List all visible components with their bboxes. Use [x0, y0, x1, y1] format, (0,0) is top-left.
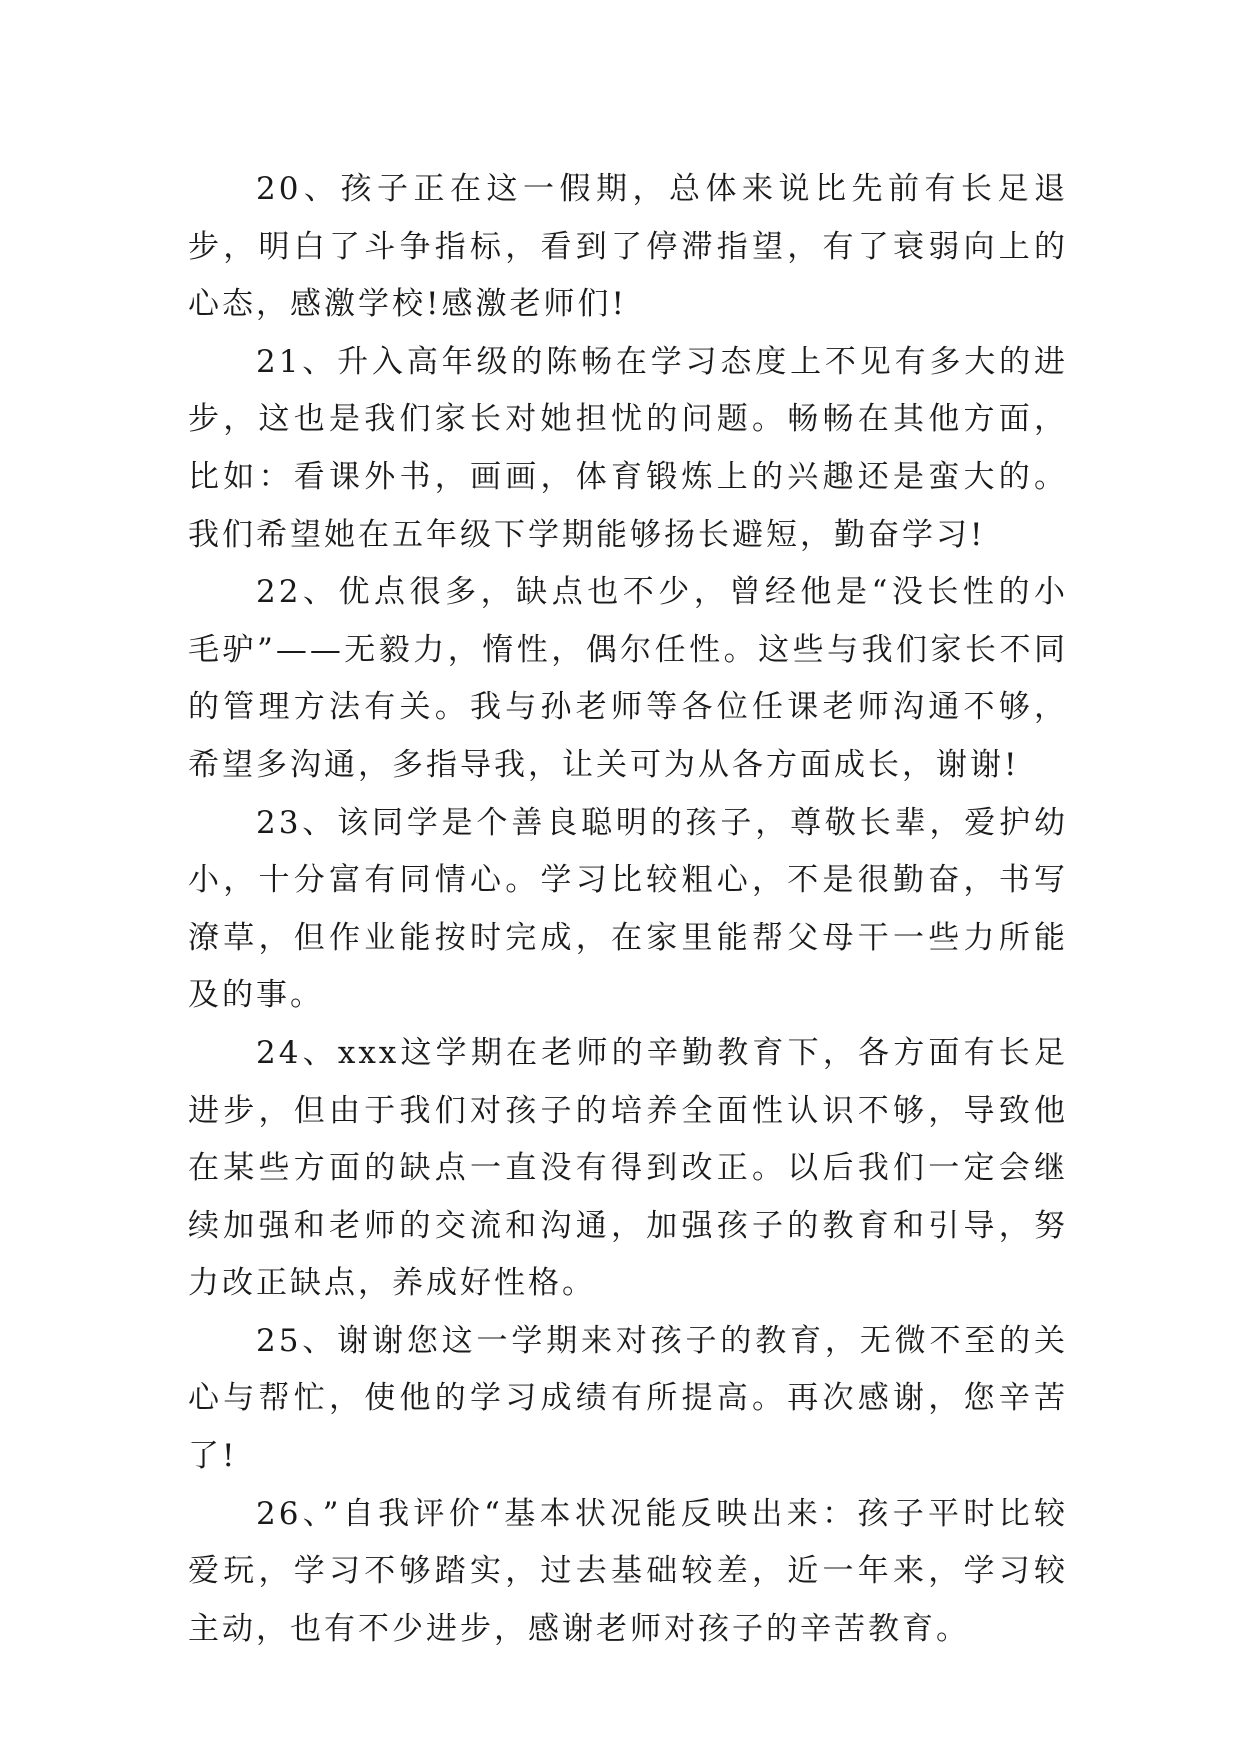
paragraph-20: 20、孩子正在这一假期，总体来说比先前有长足退步，明白了斗争指标，看到了停滞指望，有了衰弱向上的心态，感激学校!感激老师们!: [188, 171, 1068, 323]
paragraph-26: 26、”自我评价“基本状况能反映出来：孩子平时比较爱玩，学习不够踏实，过去基础较差，近一年来，学习较主动，也有不少进步，感谢老师对孩子的辛苦教育。: [188, 1495, 1068, 1647]
paragraph-21: 21、升入高年级的陈畅在学习态度上不见有多大的进步，这也是我们家长对她担忧的问题。畅畅在其他方面，比如：看课外书，画画，体育锻炼上的兴趣还是蛮大的。我们希望她在五年级下学期能够扬长避短，勤奋学习!: [188, 343, 1068, 553]
paragraph-23: 23、该同学是个善良聪明的孩子，尊敬长辈，爱护幼小，十分富有同情心。学习比较粗心，不是很勤奋，书写潦草，但作业能按时完成，在家里能帮父母干一些力所能及的事。: [188, 804, 1068, 1014]
document-body: [188, 161, 1068, 1658]
paragraph-25: 25、谢谢您这一学期来对孩子的教育，无微不至的关心与帮忙，使他的学习成绩有所提高。再次感谢，您辛苦了!: [188, 1322, 1068, 1475]
paragraph-22: 22、优点很多，缺点也不少，曾经他是“没长性的小毛驴”——无毅力，惰性，偶尔任性。这些与我们家长不同的管理方法有关。我与孙老师等各位任课老师沟通不够，希望多沟通，多指导我，让关可为从各方面成长，谢谢!: [188, 574, 1068, 783]
paragraph-24: 24、xxx这学期在老师的辛勤教育下，各方面有长足进步，但由于我们对孩子的培养全面性认识不够，导致他在某些方面的缺点一直没有得到改正。以后我们一定会继续加强和老师的交流和沟通，加强孩子的教育和引导，努力改正缺点，养成好性格。: [188, 1034, 1068, 1302]
